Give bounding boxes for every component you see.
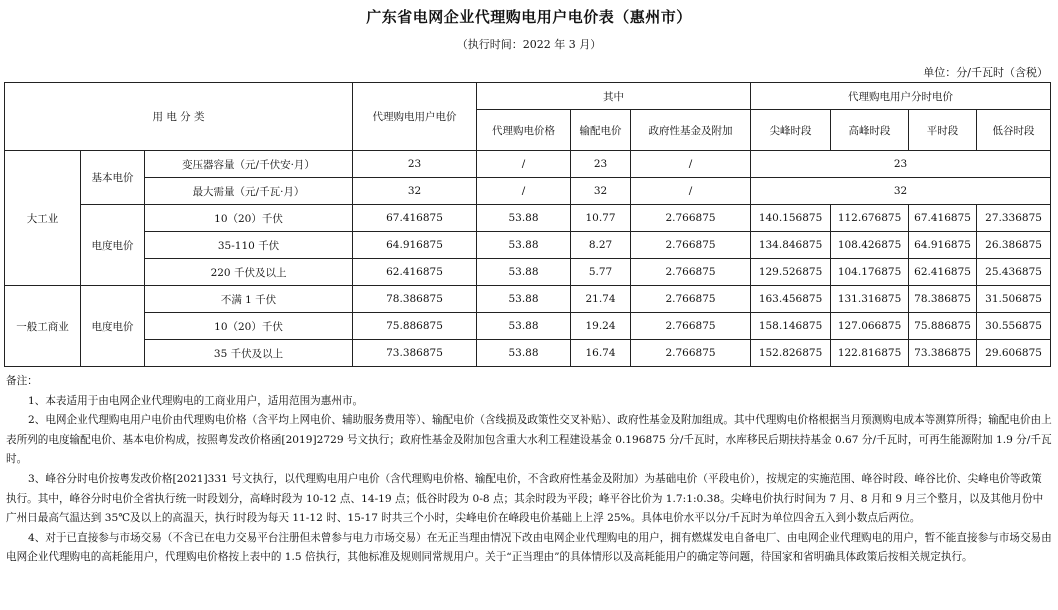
table-row [5, 313, 1051, 340]
table-row [5, 178, 1051, 205]
note-2: 2、电网企业代理购电用户电价由代理购电价格（含平均上网电价、辅助服务费用等）、输配电价（含线损及政策性交叉补贴）、政府性基金及附加组成。其中代理购电价格根据当月预测购电成本等测算所得；输配电价由上表所列的电度输配电价、基本电价构成，按照粤发改价格函[2019]2729 号文执行；政府性基金及附加包含重大水利工程建设基金 0.196875 分/千瓦时，水库移民后期扶持基金 0.67 分/千瓦时，可再生能源附加 1.9 分/千瓦时。 [6, 414, 1052, 466]
table-cell: 32 [751, 178, 1051, 205]
table-cell: 2.766875 [631, 232, 751, 259]
table-cell: 104.176875 [831, 259, 909, 286]
table-cell: 53.88 [477, 286, 571, 313]
table-cell: 31.506875 [977, 286, 1051, 313]
table-cell: 163.456875 [751, 286, 831, 313]
note-4: 4、对于已直接参与市场交易（不含已在电力交易平台注册但未曾参与电力市场交易）在无正当理由情况下改由电网企业代理购电的用户，拥有燃煤发电自备电厂、由电网企业代理购电的用户，暂不能直接参与市场交易由电网企业代理购电的高耗能用户，代理购电价格按上表中的 1.5 倍执行，其他标准及规则同常规用户。关于“正当理由”的具体情形以及高耗能用户的确定等问题，待国家和省明确具体政策后按相关规定执行。 [6, 531, 1052, 564]
table-cell: 108.426875 [831, 232, 909, 259]
row-label: 10（20）千伏 [145, 205, 353, 232]
row-label: 10（20）千伏 [145, 313, 353, 340]
row-label: 变压器容量（元/千伏安·月） [145, 151, 353, 178]
table-cell: / [477, 178, 571, 205]
table-cell: / [631, 178, 751, 205]
table-cell: 29.606875 [977, 340, 1051, 367]
execution-date: （执行时间：2022 年 3 月） [456, 38, 602, 51]
group-large-industry: 大工业 [5, 151, 81, 286]
table-cell: 2.766875 [631, 286, 751, 313]
table-row [5, 340, 1051, 367]
table-cell: 25.436875 [977, 259, 1051, 286]
table-row [5, 286, 1051, 313]
header-category: 用 电 分 类 [5, 83, 353, 151]
table-cell: 2.766875 [631, 205, 751, 232]
header-timeshare: 代理购电用户分时电价 [751, 83, 1051, 110]
table-cell: 127.066875 [831, 313, 909, 340]
table-cell: 134.846875 [751, 232, 831, 259]
label-basic-price: 基本电价 [81, 151, 145, 205]
row-label: 不满 1 千伏 [145, 286, 353, 313]
table-cell: 21.74 [571, 286, 631, 313]
table-row [5, 259, 1051, 286]
notes-section [6, 372, 1052, 568]
table-cell: 75.886875 [909, 313, 977, 340]
table-cell: 23 [571, 151, 631, 178]
table-cell: / [477, 151, 571, 178]
table-cell: 75.886875 [353, 313, 477, 340]
table-cell: 152.826875 [751, 340, 831, 367]
table-cell: 64.916875 [353, 232, 477, 259]
table-cell: 62.416875 [909, 259, 977, 286]
unit-label: 单位：分/千瓦时（含税） [923, 66, 1048, 79]
table-cell: 23 [751, 151, 1051, 178]
table-cell: 23 [353, 151, 477, 178]
notes-heading: 备注： [6, 375, 38, 387]
header-purchase-price: 代理购电价格 [477, 110, 571, 151]
table-cell: 8.27 [571, 232, 631, 259]
table-cell: 73.386875 [353, 340, 477, 367]
header-transmission: 输配电价 [571, 110, 631, 151]
table-row [5, 205, 1051, 232]
table-cell: 140.156875 [751, 205, 831, 232]
table-row [5, 151, 1051, 178]
table-cell: 53.88 [477, 205, 571, 232]
table-cell: 129.526875 [751, 259, 831, 286]
label-energy-price: 电度电价 [81, 286, 145, 367]
table-cell: 2.766875 [631, 259, 751, 286]
table-cell: 30.556875 [977, 313, 1051, 340]
table-cell: 64.916875 [909, 232, 977, 259]
table-cell: 53.88 [477, 259, 571, 286]
table-cell: / [631, 151, 751, 178]
table-cell: 10.77 [571, 205, 631, 232]
header-super-peak: 尖峰时段 [751, 110, 831, 151]
table-cell: 78.386875 [909, 286, 977, 313]
table-row [5, 232, 1051, 259]
row-label: 35 千伏及以上 [145, 340, 353, 367]
table-cell: 131.316875 [831, 286, 909, 313]
table-cell: 32 [353, 178, 477, 205]
note-3: 3、峰谷分时电价按粤发改价格[2021]331 号文执行，以代理购电用户电价（含代理购电价格、输配电价，不含政府性基金及附加）为基础电价（平段电价），按规定的实施范围、峰谷时段、峰谷比价、尖峰电价等政策执行。其中，峰谷分时电价全省执行统一时段划分，高峰时段为 10-12 点、14-19 点；低谷时段为 0-8 点；其余时段为平段；峰平谷比价为 1.7:1:0.38。尖峰电价执行时间为 7 月、8 月和 9 月三个整月，以及其他月份中广州日最高气温达到 35℃及以上的高温天，执行时段为每天 11-12 时、15-17 时共三个小时，尖峰电价在峰段电价基础上上浮 25%。具体电价水平以分/千瓦时为单位四舍五入到小数点后两位。 [6, 472, 1044, 525]
table-cell: 53.88 [477, 340, 571, 367]
table-cell: 62.416875 [353, 259, 477, 286]
table-cell: 73.386875 [909, 340, 977, 367]
row-label: 220 千伏及以上 [145, 259, 353, 286]
note-1: 1、本表适用于由电网企业代理购电的工商业用户，适用范围为惠州市。 [28, 394, 364, 407]
table-cell: 32 [571, 178, 631, 205]
table-cell: 16.74 [571, 340, 631, 367]
group-general-commercial: 一般工商业 [5, 286, 81, 367]
table-cell: 5.77 [571, 259, 631, 286]
table-cell: 67.416875 [353, 205, 477, 232]
row-label: 35-110 千伏 [145, 232, 353, 259]
label-energy-price: 电度电价 [81, 205, 145, 286]
table-cell: 78.386875 [353, 286, 477, 313]
table-cell: 26.386875 [977, 232, 1051, 259]
price-table [4, 82, 1051, 367]
header-peak: 高峰时段 [831, 110, 909, 151]
table-cell: 158.146875 [751, 313, 831, 340]
header-among: 其中 [477, 83, 751, 110]
table-cell: 27.336875 [977, 205, 1051, 232]
table-cell: 2.766875 [631, 340, 751, 367]
table-cell: 53.88 [477, 232, 571, 259]
table-cell: 112.676875 [831, 205, 909, 232]
table-cell: 67.416875 [909, 205, 977, 232]
row-label: 最大需量（元/千瓦·月） [145, 178, 353, 205]
header-agent-price: 代理购电用户电价 [353, 83, 477, 151]
header-valley: 低谷时段 [977, 110, 1051, 151]
table-cell: 19.24 [571, 313, 631, 340]
table-cell: 2.766875 [631, 313, 751, 340]
header-gov-fund: 政府性基金及附加 [631, 110, 751, 151]
table-cell: 122.816875 [831, 340, 909, 367]
page-title: 广东省电网企业代理购电用户电价表（惠州市） [366, 8, 692, 26]
header-flat: 平时段 [909, 110, 977, 151]
table-cell: 53.88 [477, 313, 571, 340]
